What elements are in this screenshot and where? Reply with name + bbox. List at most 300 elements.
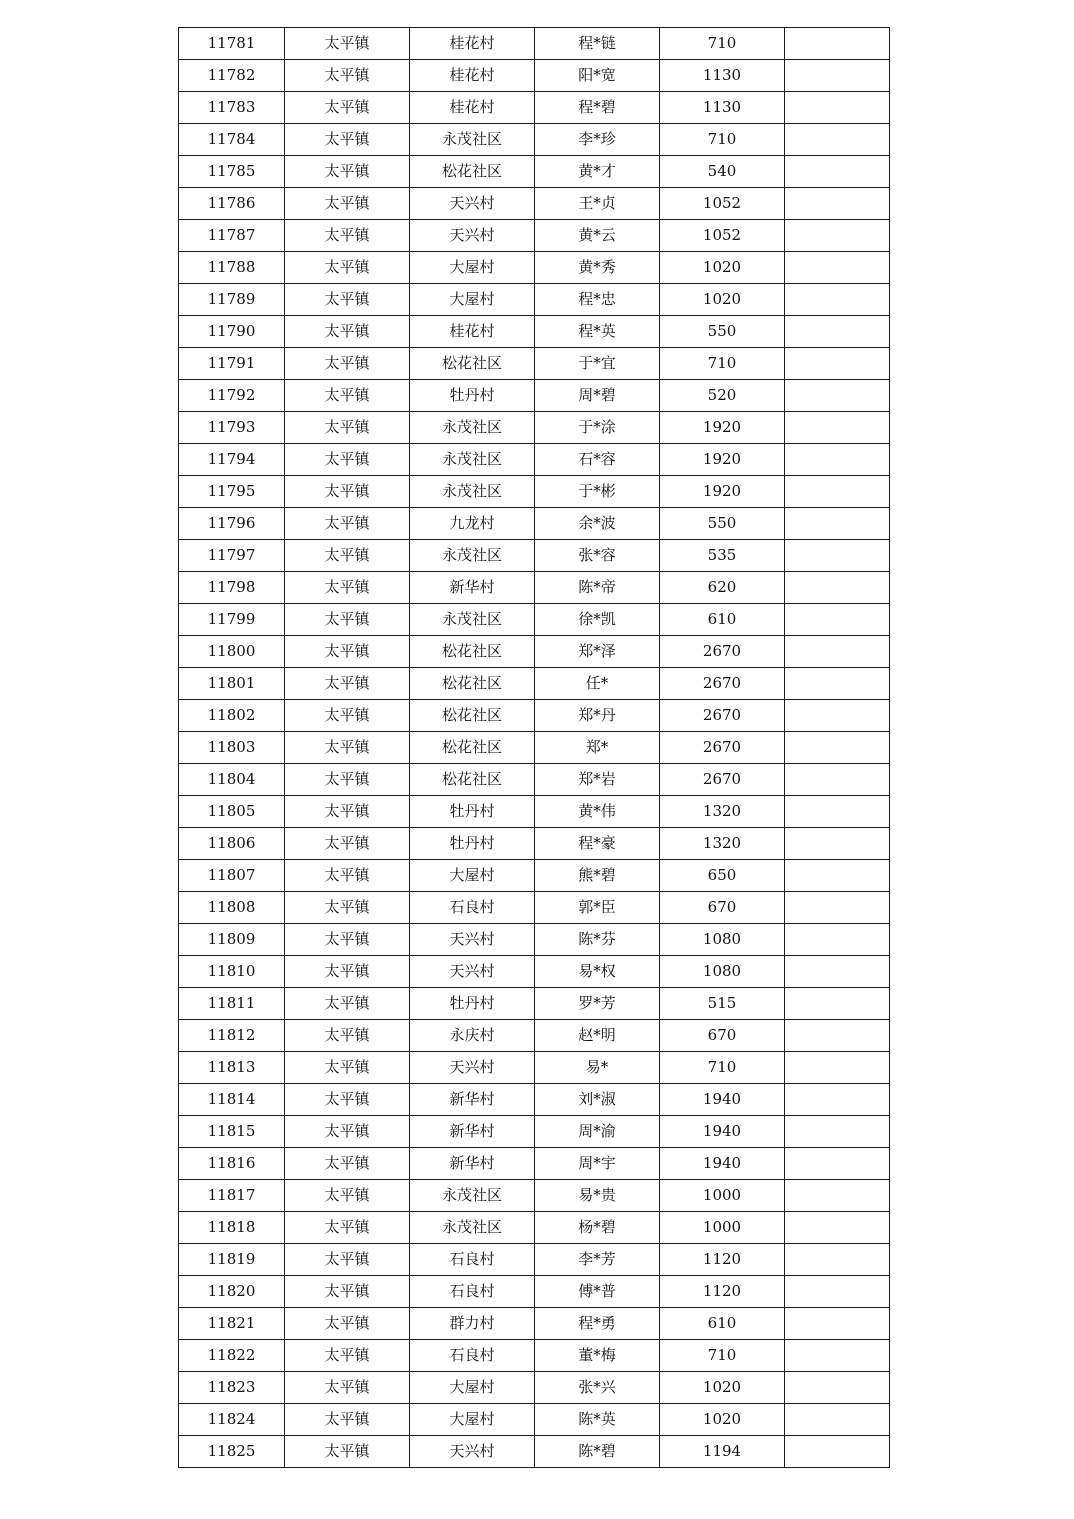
name-cell: 郑*泽 <box>535 636 660 668</box>
row-id-cell: 11806 <box>179 828 285 860</box>
name-cell: 张*容 <box>535 540 660 572</box>
amount-cell: 1194 <box>660 1436 785 1468</box>
amount-cell: 520 <box>660 380 785 412</box>
row-id-cell: 11787 <box>179 220 285 252</box>
amount-cell: 610 <box>660 604 785 636</box>
town-cell: 太平镇 <box>285 700 410 732</box>
table-row <box>179 828 890 860</box>
table-row <box>179 1436 890 1468</box>
town-cell: 太平镇 <box>285 508 410 540</box>
village-cell: 永茂社区 <box>410 1212 535 1244</box>
note-cell <box>785 604 890 636</box>
name-cell: 于*涂 <box>535 412 660 444</box>
amount-cell: 1920 <box>660 476 785 508</box>
amount-cell: 710 <box>660 1340 785 1372</box>
name-cell: 周*渝 <box>535 1116 660 1148</box>
note-cell <box>785 60 890 92</box>
name-cell: 王*贞 <box>535 188 660 220</box>
village-cell: 石良村 <box>410 1276 535 1308</box>
name-cell: 杨*碧 <box>535 1212 660 1244</box>
town-cell: 太平镇 <box>285 764 410 796</box>
row-id-cell: 11791 <box>179 348 285 380</box>
table-row <box>179 412 890 444</box>
note-cell <box>785 636 890 668</box>
row-id-cell: 11803 <box>179 732 285 764</box>
note-cell <box>785 540 890 572</box>
table-row <box>179 1148 890 1180</box>
table-row <box>179 572 890 604</box>
town-cell: 太平镇 <box>285 1116 410 1148</box>
note-cell <box>785 508 890 540</box>
town-cell: 太平镇 <box>285 604 410 636</box>
village-cell: 松花社区 <box>410 636 535 668</box>
amount-cell: 550 <box>660 508 785 540</box>
row-id-cell: 11812 <box>179 1020 285 1052</box>
table-row <box>179 508 890 540</box>
village-cell: 松花社区 <box>410 348 535 380</box>
note-cell <box>785 1244 890 1276</box>
name-cell: 陈*英 <box>535 1404 660 1436</box>
name-cell: 程*碧 <box>535 92 660 124</box>
name-cell: 程*勇 <box>535 1308 660 1340</box>
amount-cell: 1020 <box>660 284 785 316</box>
name-cell: 李*珍 <box>535 124 660 156</box>
name-cell: 罗*芳 <box>535 988 660 1020</box>
amount-cell: 1052 <box>660 188 785 220</box>
name-cell: 于*宜 <box>535 348 660 380</box>
row-id-cell: 11809 <box>179 924 285 956</box>
row-id-cell: 11820 <box>179 1276 285 1308</box>
row-id-cell: 11804 <box>179 764 285 796</box>
note-cell <box>785 124 890 156</box>
amount-cell: 710 <box>660 348 785 380</box>
table-row <box>179 348 890 380</box>
village-cell: 天兴村 <box>410 1052 535 1084</box>
amount-cell: 2670 <box>660 732 785 764</box>
amount-cell: 540 <box>660 156 785 188</box>
table-row <box>179 28 890 60</box>
name-cell: 余*波 <box>535 508 660 540</box>
table-row <box>179 124 890 156</box>
name-cell: 陈*芬 <box>535 924 660 956</box>
note-cell <box>785 956 890 988</box>
name-cell: 黄*才 <box>535 156 660 188</box>
note-cell <box>785 188 890 220</box>
row-id-cell: 11824 <box>179 1404 285 1436</box>
table-row <box>179 444 890 476</box>
village-cell: 天兴村 <box>410 1436 535 1468</box>
table-row <box>179 1308 890 1340</box>
village-cell: 牡丹村 <box>410 380 535 412</box>
note-cell <box>785 92 890 124</box>
amount-cell: 1020 <box>660 1372 785 1404</box>
table-row <box>179 1404 890 1436</box>
note-cell <box>785 156 890 188</box>
village-cell: 永茂社区 <box>410 1180 535 1212</box>
table-row <box>179 1340 890 1372</box>
village-cell: 松花社区 <box>410 156 535 188</box>
amount-cell: 2670 <box>660 700 785 732</box>
name-cell: 徐*凯 <box>535 604 660 636</box>
amount-cell: 1052 <box>660 220 785 252</box>
amount-cell: 1920 <box>660 412 785 444</box>
village-cell: 松花社区 <box>410 732 535 764</box>
village-cell: 大屋村 <box>410 860 535 892</box>
amount-cell: 710 <box>660 1052 785 1084</box>
village-cell: 桂花村 <box>410 60 535 92</box>
row-id-cell: 11813 <box>179 1052 285 1084</box>
village-cell: 石良村 <box>410 1340 535 1372</box>
table-row <box>179 1116 890 1148</box>
table-row <box>179 924 890 956</box>
row-id-cell: 11802 <box>179 700 285 732</box>
table-row <box>179 220 890 252</box>
name-cell: 李*芳 <box>535 1244 660 1276</box>
table-row <box>179 188 890 220</box>
village-cell: 大屋村 <box>410 1404 535 1436</box>
amount-cell: 535 <box>660 540 785 572</box>
note-cell <box>785 348 890 380</box>
amount-cell: 1000 <box>660 1212 785 1244</box>
row-id-cell: 11799 <box>179 604 285 636</box>
amount-cell: 550 <box>660 316 785 348</box>
amount-cell: 670 <box>660 892 785 924</box>
note-cell <box>785 28 890 60</box>
note-cell <box>785 1148 890 1180</box>
name-cell: 石*容 <box>535 444 660 476</box>
village-cell: 石良村 <box>410 892 535 924</box>
name-cell: 黄*秀 <box>535 252 660 284</box>
name-cell: 阳*宽 <box>535 60 660 92</box>
amount-cell: 1130 <box>660 92 785 124</box>
amount-cell: 515 <box>660 988 785 1020</box>
town-cell: 太平镇 <box>285 988 410 1020</box>
name-cell: 程*忠 <box>535 284 660 316</box>
row-id-cell: 11788 <box>179 252 285 284</box>
row-id-cell: 11814 <box>179 1084 285 1116</box>
town-cell: 太平镇 <box>285 1148 410 1180</box>
note-cell <box>785 1212 890 1244</box>
amount-cell: 1920 <box>660 444 785 476</box>
village-cell: 桂花村 <box>410 316 535 348</box>
row-id-cell: 11816 <box>179 1148 285 1180</box>
note-cell <box>785 444 890 476</box>
row-id-cell: 11792 <box>179 380 285 412</box>
row-id-cell: 11798 <box>179 572 285 604</box>
name-cell: 刘*淑 <box>535 1084 660 1116</box>
note-cell <box>785 1180 890 1212</box>
note-cell <box>785 700 890 732</box>
town-cell: 太平镇 <box>285 1308 410 1340</box>
table-row <box>179 540 890 572</box>
town-cell: 太平镇 <box>285 124 410 156</box>
table-row <box>179 1020 890 1052</box>
row-id-cell: 11810 <box>179 956 285 988</box>
table-row <box>179 156 890 188</box>
note-cell <box>785 1340 890 1372</box>
note-cell <box>785 924 890 956</box>
table-row <box>179 476 890 508</box>
village-cell: 桂花村 <box>410 28 535 60</box>
note-cell <box>785 380 890 412</box>
note-cell <box>785 1084 890 1116</box>
village-cell: 群力村 <box>410 1308 535 1340</box>
name-cell: 程*豪 <box>535 828 660 860</box>
row-id-cell: 11797 <box>179 540 285 572</box>
name-cell: 任* <box>535 668 660 700</box>
village-cell: 牡丹村 <box>410 828 535 860</box>
town-cell: 太平镇 <box>285 444 410 476</box>
town-cell: 太平镇 <box>285 476 410 508</box>
row-id-cell: 11783 <box>179 92 285 124</box>
name-cell: 易* <box>535 1052 660 1084</box>
village-cell: 松花社区 <box>410 700 535 732</box>
table-row <box>179 1052 890 1084</box>
note-cell <box>785 572 890 604</box>
table-row <box>179 316 890 348</box>
village-cell: 九龙村 <box>410 508 535 540</box>
row-id-cell: 11790 <box>179 316 285 348</box>
table-row <box>179 892 890 924</box>
name-cell: 傅*普 <box>535 1276 660 1308</box>
town-cell: 太平镇 <box>285 924 410 956</box>
note-cell <box>785 668 890 700</box>
town-cell: 太平镇 <box>285 572 410 604</box>
name-cell: 易*贵 <box>535 1180 660 1212</box>
note-cell <box>785 1116 890 1148</box>
village-cell: 新华村 <box>410 1084 535 1116</box>
name-cell: 郑* <box>535 732 660 764</box>
name-cell: 程*链 <box>535 28 660 60</box>
note-cell <box>785 1308 890 1340</box>
town-cell: 太平镇 <box>285 1244 410 1276</box>
town-cell: 太平镇 <box>285 1020 410 1052</box>
town-cell: 太平镇 <box>285 156 410 188</box>
note-cell <box>785 828 890 860</box>
village-cell: 永茂社区 <box>410 476 535 508</box>
amount-cell: 1940 <box>660 1148 785 1180</box>
town-cell: 太平镇 <box>285 828 410 860</box>
note-cell <box>785 860 890 892</box>
village-cell: 牡丹村 <box>410 988 535 1020</box>
name-cell: 陈*碧 <box>535 1436 660 1468</box>
row-id-cell: 11807 <box>179 860 285 892</box>
data-table <box>178 27 890 1468</box>
name-cell: 郭*臣 <box>535 892 660 924</box>
note-cell <box>785 764 890 796</box>
row-id-cell: 11786 <box>179 188 285 220</box>
note-cell <box>785 220 890 252</box>
name-cell: 易*权 <box>535 956 660 988</box>
note-cell <box>785 796 890 828</box>
row-id-cell: 11811 <box>179 988 285 1020</box>
table-row <box>179 1180 890 1212</box>
amount-cell: 1320 <box>660 828 785 860</box>
town-cell: 太平镇 <box>285 316 410 348</box>
table-row <box>179 1244 890 1276</box>
row-id-cell: 11789 <box>179 284 285 316</box>
village-cell: 永茂社区 <box>410 124 535 156</box>
name-cell: 张*兴 <box>535 1372 660 1404</box>
row-id-cell: 11823 <box>179 1372 285 1404</box>
name-cell: 赵*明 <box>535 1020 660 1052</box>
amount-cell: 710 <box>660 124 785 156</box>
note-cell <box>785 476 890 508</box>
table-row <box>179 988 890 1020</box>
town-cell: 太平镇 <box>285 1276 410 1308</box>
amount-cell: 670 <box>660 1020 785 1052</box>
row-id-cell: 11784 <box>179 124 285 156</box>
note-cell <box>785 892 890 924</box>
village-cell: 桂花村 <box>410 92 535 124</box>
note-cell <box>785 316 890 348</box>
amount-cell: 1020 <box>660 252 785 284</box>
amount-cell: 1080 <box>660 924 785 956</box>
town-cell: 太平镇 <box>285 892 410 924</box>
village-cell: 新华村 <box>410 1116 535 1148</box>
table-row <box>179 252 890 284</box>
row-id-cell: 11781 <box>179 28 285 60</box>
village-cell: 永茂社区 <box>410 444 535 476</box>
town-cell: 太平镇 <box>285 1212 410 1244</box>
village-cell: 天兴村 <box>410 188 535 220</box>
table-row <box>179 284 890 316</box>
town-cell: 太平镇 <box>285 1180 410 1212</box>
village-cell: 松花社区 <box>410 668 535 700</box>
table-body <box>179 28 890 1468</box>
amount-cell: 1320 <box>660 796 785 828</box>
town-cell: 太平镇 <box>285 1436 410 1468</box>
row-id-cell: 11795 <box>179 476 285 508</box>
town-cell: 太平镇 <box>285 1084 410 1116</box>
amount-cell: 2670 <box>660 636 785 668</box>
table-row <box>179 764 890 796</box>
row-id-cell: 11785 <box>179 156 285 188</box>
row-id-cell: 11821 <box>179 1308 285 1340</box>
village-cell: 牡丹村 <box>410 796 535 828</box>
table-row <box>179 1084 890 1116</box>
note-cell <box>785 1020 890 1052</box>
village-cell: 新华村 <box>410 572 535 604</box>
town-cell: 太平镇 <box>285 1404 410 1436</box>
town-cell: 太平镇 <box>285 540 410 572</box>
row-id-cell: 11818 <box>179 1212 285 1244</box>
town-cell: 太平镇 <box>285 796 410 828</box>
row-id-cell: 11793 <box>179 412 285 444</box>
village-cell: 天兴村 <box>410 956 535 988</box>
amount-cell: 1120 <box>660 1244 785 1276</box>
row-id-cell: 11782 <box>179 60 285 92</box>
town-cell: 太平镇 <box>285 284 410 316</box>
amount-cell: 1130 <box>660 60 785 92</box>
town-cell: 太平镇 <box>285 668 410 700</box>
row-id-cell: 11796 <box>179 508 285 540</box>
town-cell: 太平镇 <box>285 252 410 284</box>
row-id-cell: 11794 <box>179 444 285 476</box>
amount-cell: 1940 <box>660 1084 785 1116</box>
amount-cell: 610 <box>660 1308 785 1340</box>
name-cell: 董*梅 <box>535 1340 660 1372</box>
table-row <box>179 1212 890 1244</box>
name-cell: 陈*帝 <box>535 572 660 604</box>
table-row <box>179 700 890 732</box>
village-cell: 大屋村 <box>410 284 535 316</box>
table-row <box>179 956 890 988</box>
amount-cell: 2670 <box>660 668 785 700</box>
amount-cell: 1000 <box>660 1180 785 1212</box>
row-id-cell: 11822 <box>179 1340 285 1372</box>
note-cell <box>785 1436 890 1468</box>
name-cell: 周*碧 <box>535 380 660 412</box>
village-cell: 石良村 <box>410 1244 535 1276</box>
town-cell: 太平镇 <box>285 28 410 60</box>
note-cell <box>785 412 890 444</box>
name-cell: 郑*丹 <box>535 700 660 732</box>
table-row <box>179 636 890 668</box>
table-row <box>179 1276 890 1308</box>
row-id-cell: 11800 <box>179 636 285 668</box>
amount-cell: 1020 <box>660 1404 785 1436</box>
town-cell: 太平镇 <box>285 92 410 124</box>
name-cell: 黄*云 <box>535 220 660 252</box>
name-cell: 周*宇 <box>535 1148 660 1180</box>
note-cell <box>785 988 890 1020</box>
town-cell: 太平镇 <box>285 636 410 668</box>
note-cell <box>785 1372 890 1404</box>
town-cell: 太平镇 <box>285 1052 410 1084</box>
note-cell <box>785 1404 890 1436</box>
village-cell: 永茂社区 <box>410 604 535 636</box>
table-row <box>179 60 890 92</box>
note-cell <box>785 1052 890 1084</box>
town-cell: 太平镇 <box>285 412 410 444</box>
town-cell: 太平镇 <box>285 220 410 252</box>
table-row <box>179 380 890 412</box>
name-cell: 郑*岩 <box>535 764 660 796</box>
village-cell: 松花社区 <box>410 764 535 796</box>
village-cell: 永庆村 <box>410 1020 535 1052</box>
amount-cell: 2670 <box>660 764 785 796</box>
village-cell: 天兴村 <box>410 924 535 956</box>
amount-cell: 710 <box>660 28 785 60</box>
table-row <box>179 860 890 892</box>
table-row <box>179 668 890 700</box>
row-id-cell: 11808 <box>179 892 285 924</box>
row-id-cell: 11815 <box>179 1116 285 1148</box>
table-row <box>179 796 890 828</box>
table-row <box>179 92 890 124</box>
row-id-cell: 11805 <box>179 796 285 828</box>
town-cell: 太平镇 <box>285 1340 410 1372</box>
town-cell: 太平镇 <box>285 956 410 988</box>
amount-cell: 1080 <box>660 956 785 988</box>
town-cell: 太平镇 <box>285 60 410 92</box>
amount-cell: 1940 <box>660 1116 785 1148</box>
village-cell: 新华村 <box>410 1148 535 1180</box>
note-cell <box>785 252 890 284</box>
row-id-cell: 11817 <box>179 1180 285 1212</box>
town-cell: 太平镇 <box>285 860 410 892</box>
name-cell: 于*彬 <box>535 476 660 508</box>
row-id-cell: 11825 <box>179 1436 285 1468</box>
village-cell: 天兴村 <box>410 220 535 252</box>
table-row <box>179 1372 890 1404</box>
table-row <box>179 732 890 764</box>
village-cell: 永茂社区 <box>410 412 535 444</box>
town-cell: 太平镇 <box>285 732 410 764</box>
row-id-cell: 11801 <box>179 668 285 700</box>
name-cell: 黄*伟 <box>535 796 660 828</box>
